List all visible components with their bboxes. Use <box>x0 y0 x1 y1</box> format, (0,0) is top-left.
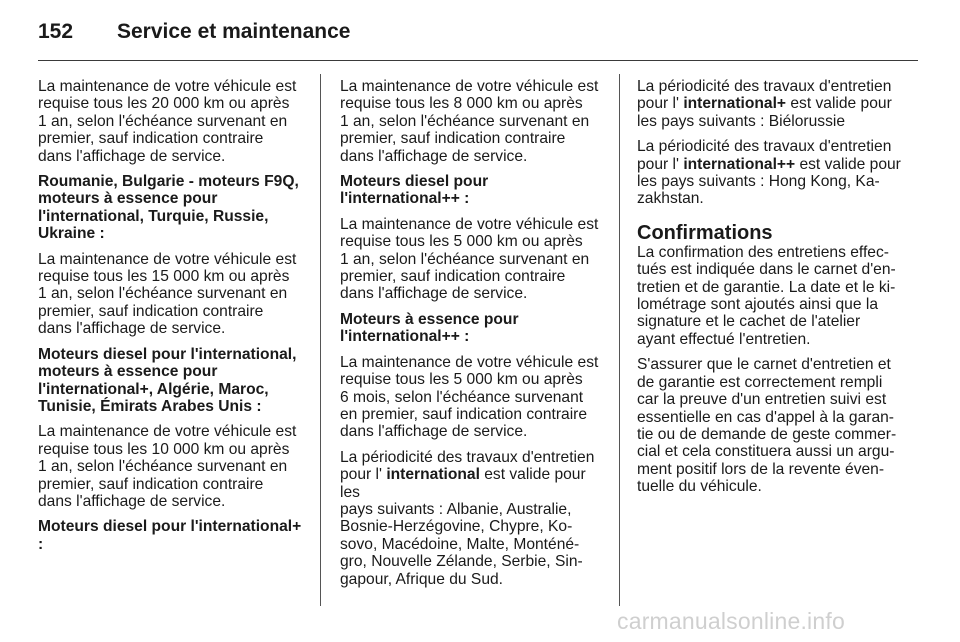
text-line: requise tous les 10 000 km ou après <box>38 440 290 458</box>
text-line: requise tous les 5 000 km ou après <box>340 371 583 389</box>
subheading <box>38 173 310 243</box>
paragraph <box>340 354 606 441</box>
text-line: S'assurer que le carnet d'entretien et <box>637 356 891 374</box>
paragraph-validity <box>637 138 909 208</box>
column-divider <box>320 74 321 606</box>
text-line: l'international+, Algérie, Maroc, <box>38 380 269 398</box>
text-line: La périodicité des travaux d'entretien <box>637 78 892 95</box>
text-column-1 <box>38 78 310 561</box>
text-line: La maintenance de votre véhicule est <box>38 250 297 268</box>
text-line: zakhstan. <box>637 190 704 208</box>
text-line: pour l' <box>637 155 684 173</box>
text-line: 1 an, selon l'échéance survenant en <box>38 458 288 476</box>
text-line: car la preuve d'un entretien suivi est <box>637 391 887 409</box>
text-lines <box>340 501 583 588</box>
text-line: Bosnie-Herzégovine, Chypre, Ko- <box>340 518 573 536</box>
section-title: Confirmations <box>637 221 773 244</box>
market-name: international++ <box>683 155 796 173</box>
paragraph <box>340 216 606 303</box>
text-line: pour l' <box>340 466 387 484</box>
text-line: moteurs à essence pour <box>38 190 218 208</box>
paragraph-validity <box>340 449 606 588</box>
text-line: tués est indiquée dans le carnet d'en- <box>637 261 896 279</box>
text-line: requise tous les 20 000 km ou après <box>38 95 290 113</box>
paragraph-validity <box>637 78 909 130</box>
text-line: dans l'affichage de service. <box>38 492 226 510</box>
paragraph <box>340 78 606 165</box>
paragraph <box>38 423 310 510</box>
paragraph <box>637 356 909 495</box>
text-line: Moteurs diesel pour l'international+ : <box>38 518 302 553</box>
watermark: carmanualsonline.info <box>617 608 845 634</box>
text-line: dans l'affichage de service. <box>340 147 528 165</box>
text-line: premier, sauf indication contraire <box>340 130 566 148</box>
text-line: La maintenance de votre véhicule est <box>340 215 599 233</box>
text-line: tretien et de garantie. La date et le ki- <box>637 278 896 296</box>
subheading <box>38 518 310 553</box>
text-line: La maintenance de votre véhicule est <box>340 78 599 95</box>
subheading <box>340 311 606 346</box>
text-line: en premier, sauf indication contraire <box>340 405 588 423</box>
column-divider <box>619 74 620 606</box>
text-line: La maintenance de votre véhicule est <box>38 78 297 95</box>
text-line: Ukraine : <box>38 225 105 243</box>
text-line: 1 an, selon l'échéance survenant en <box>38 112 288 130</box>
text-line: est valide pour les <box>340 466 586 501</box>
text-line: ayant effectué l'entretien. <box>637 330 811 348</box>
text-line: cial et cela constituera aussi un argu- <box>637 443 895 461</box>
text-lines <box>637 113 845 130</box>
text-line: essentielle en cas d'appel à la garan- <box>637 408 894 426</box>
text-line: La maintenance de votre véhicule est <box>38 423 297 441</box>
paragraph <box>637 244 909 348</box>
text-line: pays suivants : Albanie, Australie, <box>340 500 572 518</box>
text-column-3 <box>637 78 909 504</box>
text-line: lométrage sont ajoutés ainsi que la <box>637 296 878 314</box>
text-line: Moteurs à essence pour <box>340 310 519 328</box>
text-line: premier, sauf indication contraire <box>340 268 566 286</box>
text-line: dans l'affichage de service. <box>38 320 226 338</box>
text-line: les pays suivants : Biélorussie <box>637 112 846 130</box>
text-line: requise tous les 15 000 km ou après <box>38 268 290 286</box>
text-line: premier, sauf indication contraire <box>38 475 264 493</box>
market-name: international+ <box>683 95 787 113</box>
text-line: pour l' <box>637 95 684 113</box>
text-line: Moteurs diesel pour l'international, <box>38 345 297 363</box>
text-line: ment positif lors de la revente éven- <box>637 460 885 478</box>
paragraph <box>38 251 310 338</box>
market-name: international <box>386 466 480 484</box>
text-line: premier, sauf indication contraire <box>38 130 264 148</box>
page-title: Service et maintenance <box>117 20 351 43</box>
text-line: l'international, Turquie, Russie, <box>38 207 269 225</box>
page-header <box>38 18 918 61</box>
text-line: La maintenance de votre véhicule est <box>340 353 599 371</box>
text-line: Moteurs diesel pour l'international++ : <box>340 173 489 208</box>
text-line: moteurs à essence pour <box>38 363 218 381</box>
text-line: dans l'affichage de service. <box>38 147 226 165</box>
text-line: signature et le cachet de l'atelier <box>637 313 861 331</box>
subheading <box>340 173 606 208</box>
text-lines <box>637 173 880 207</box>
text-line: La périodicité des travaux d'entretien <box>340 448 595 466</box>
text-line: La périodicité des travaux d'entretien <box>637 138 892 156</box>
text-line: requise tous les 8 000 km ou après <box>340 95 583 113</box>
text-line: est valide pour <box>786 95 892 113</box>
text-line: gapour, Afrique du Sud. <box>340 570 503 588</box>
text-line: dans l'affichage de service. <box>340 423 528 441</box>
text-line: gro, Nouvelle Zélande, Serbie, Sin- <box>340 553 583 571</box>
text-line: l'international++ : <box>340 328 470 346</box>
text-line: 1 an, selon l'échéance survenant en <box>340 250 590 268</box>
subheading <box>38 346 310 416</box>
text-line: dans l'affichage de service. <box>340 285 528 303</box>
text-line: sovo, Macédoine, Malte, Monténé- <box>340 535 580 553</box>
text-line: tuelle du véhicule. <box>637 478 762 496</box>
text-line: les pays suivants : Hong Kong, Ka- <box>637 173 880 191</box>
paragraph <box>38 78 310 165</box>
text-column-2 <box>340 78 606 596</box>
text-line: Roumanie, Bulgarie - moteurs F9Q, <box>38 173 299 191</box>
text-line: 1 an, selon l'échéance survenant en <box>38 285 288 303</box>
text-line: 6 mois, selon l'échéance survenant <box>340 388 584 406</box>
page-number: 152 <box>38 20 74 43</box>
text-line: premier, sauf indication contraire <box>38 302 264 320</box>
text-line: est valide pour <box>795 155 901 173</box>
text-line: tie ou de demande de geste commer- <box>637 425 897 443</box>
text-line: requise tous les 5 000 km ou après <box>340 233 583 251</box>
text-line: de garantie est correctement rempli <box>637 373 883 391</box>
text-line: 1 an, selon l'échéance survenant en <box>340 112 590 130</box>
text-line: Tunisie, Émirats Arabes Unis : <box>38 397 262 415</box>
text-line: La confirmation des entretiens effec- <box>637 243 889 261</box>
